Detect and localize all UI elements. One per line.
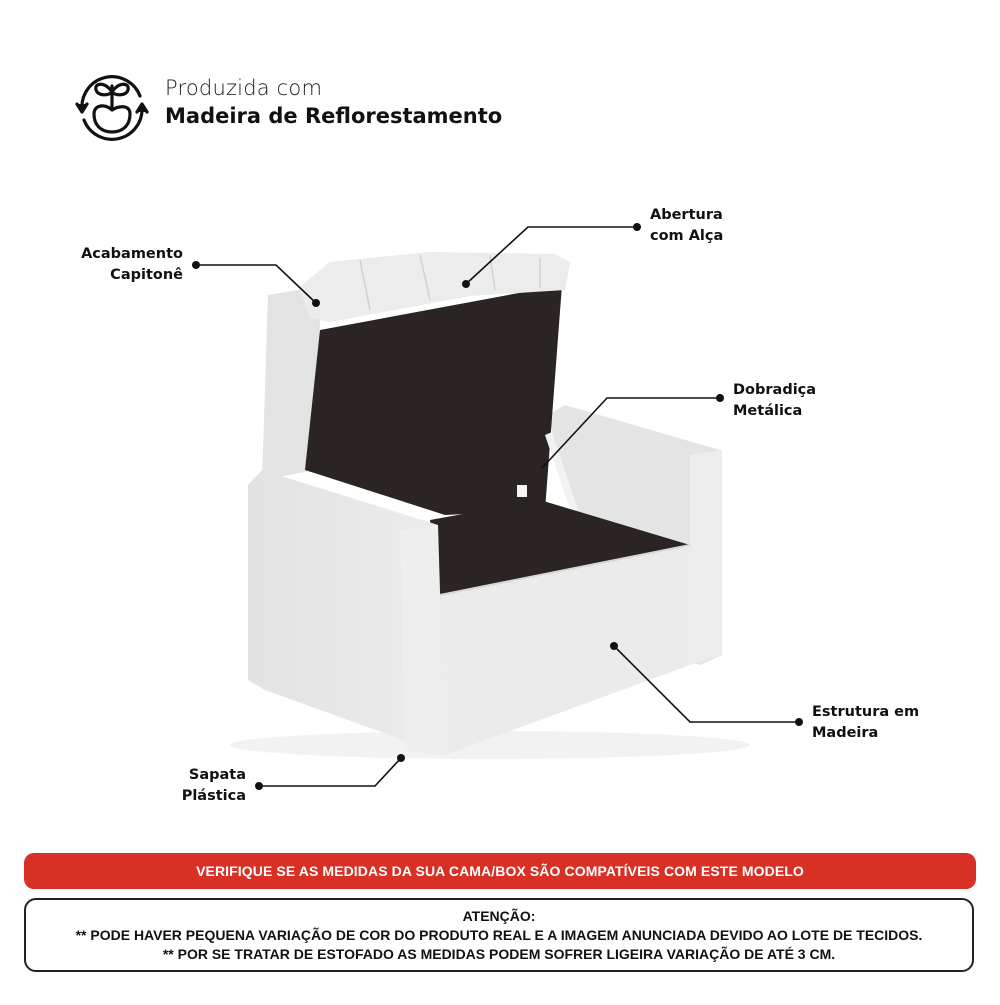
callout-line: Dobradiça — [733, 382, 817, 398]
callout-line: Abertura — [650, 207, 723, 223]
callout-line: Madeira — [812, 725, 879, 741]
callout-line: Estrutura em — [812, 704, 920, 720]
callout-sapata-plastica — [182, 765, 246, 807]
badge-title: Madeira de Reflorestamento — [165, 104, 503, 128]
callout-acabamento-capitone — [81, 244, 183, 286]
attention-line-color: ** PODE HAVER PEQUENA VARIAÇÃO DE COR DO PRODUTO REAL E A IMAGEM ANUNCIADA DEVIDO AO LOTE DE TECIDOS. — [75, 926, 923, 943]
callout-estrutura-em-madeira — [812, 702, 919, 744]
callout-line: Capitonê — [110, 267, 183, 283]
callout-line: Plástica — [181, 788, 246, 804]
callout-line: Acabamento — [81, 246, 183, 262]
callout-dobradica-metalica — [733, 380, 816, 422]
callout-line: Sapata — [188, 767, 246, 783]
attention-notice — [24, 898, 974, 972]
warning-text: VERIFIQUE SE AS MEDIDAS DA SUA CAMA/BOX SÃO COMPATÍVEIS COM ESTE MODELO — [196, 863, 804, 879]
callout-abertura-com-alca — [650, 205, 723, 247]
compatibility-warning-bar — [24, 853, 976, 889]
callout-line: com Alça — [650, 228, 724, 244]
attention-line-measures: ** POR SE TRATAR DE ESTOFADO AS MEDIDAS PODEM SOFRER LIGEIRA VARIAÇÃO DE ATÉ 3 CM. — [162, 945, 836, 962]
badge-subtitle: Produzida com — [165, 76, 323, 100]
attention-title: ATENÇÃO: — [462, 907, 536, 924]
callout-line: Metálica — [733, 403, 803, 419]
